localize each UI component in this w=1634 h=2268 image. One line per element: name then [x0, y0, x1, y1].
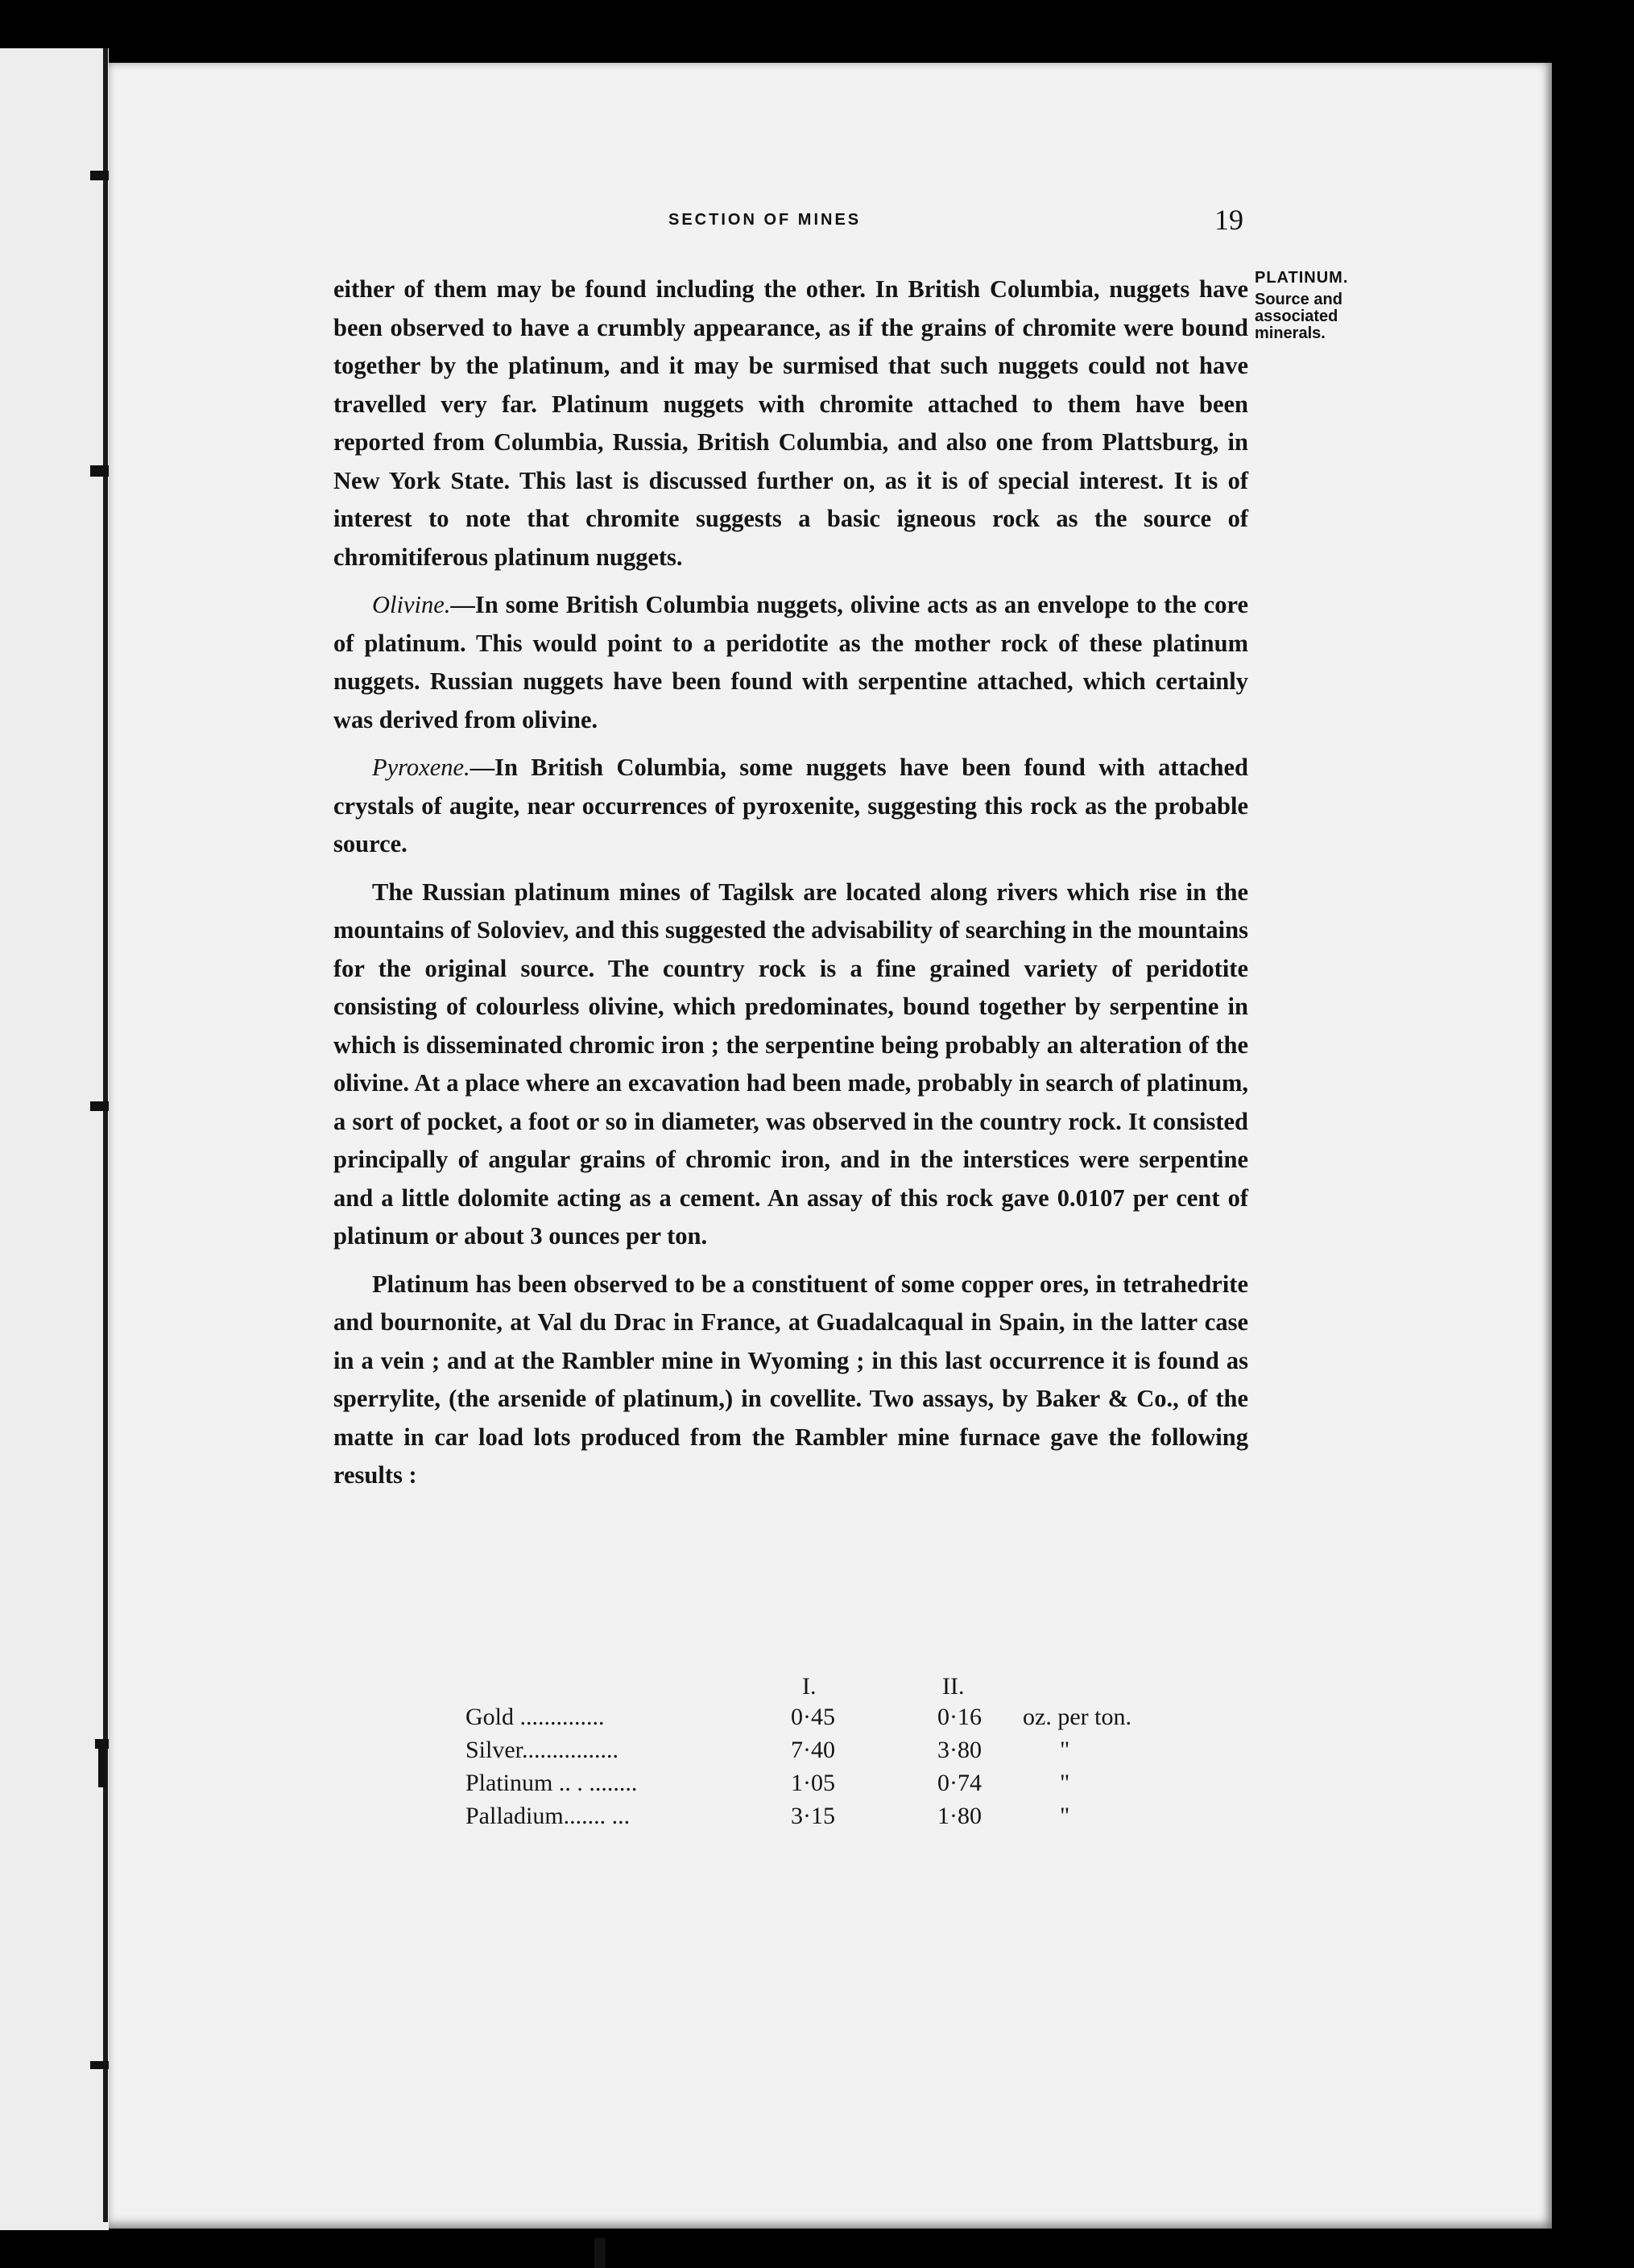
- assay-metal: Platinum .. . ........: [465, 1770, 638, 1796]
- assay-col-header: II.: [942, 1673, 965, 1700]
- assay-unit: oz. per ton.: [1023, 1704, 1131, 1730]
- paragraph-lead-olivine: Olivine.: [372, 591, 451, 618]
- assay-col-header: I.: [802, 1673, 817, 1700]
- assay-unit: ": [1060, 1770, 1070, 1796]
- assay-metal: Silver................: [465, 1737, 619, 1763]
- page-number: 19: [1214, 204, 1243, 236]
- assay-value-1: 0·45: [791, 1704, 835, 1730]
- paragraph-olivine-text: —In some British Columbia nuggets, olivine acts as an envelope to the core of platinum. This would point to a peridotite as the mother rock of these platinum nuggets. Russian nuggets have been found with serpentine attached, which certainly was derived from olivine.: [333, 591, 1248, 733]
- assay-value-1: 3·15: [791, 1803, 835, 1829]
- scan-binding-edge: [103, 48, 108, 2222]
- margin-note-line: minerals.: [1255, 324, 1326, 342]
- assay-value-2: 1·80: [937, 1803, 982, 1829]
- paragraph-chromite: either of them may be found including the other. In British Columbia, nuggets have been observed to have a crumbly appearance, as if the grains of chromite were bound together by the platinum, and it may be surmised that such nuggets could not have travelled very far. Platinum nuggets with chromite attached to them have been reported from Columbia, Russia, British Columbia, and also one from Plattsburg, in New York State. This last is discussed further on, as it is of special interest. It is of interest to note that chromite suggests a basic igneous rock as the source of chromitiferous platinum nuggets.: [333, 275, 1248, 571]
- margin-note-title: PLATINUM.: [1255, 269, 1349, 287]
- scan-left-margin: [0, 48, 109, 2230]
- assay-value-1: 1·05: [791, 1770, 835, 1796]
- margin-note-line: associated: [1255, 308, 1338, 325]
- paragraph-olivine: [333, 586, 1248, 739]
- paragraph-tagilsk: The Russian platinum mines of Tagilsk are located along rivers which rise in the mountains of Soloviev, and this suggested the advisability of searching in the mountains for the original source. The country rock is a fine grained variety of peridotite consisting of colourless olivine, which predominates, bound together by serpentine in which is disseminated chromic iron ; the serpentine being probably an alteration of the olivine. At a place where an excavation had been made, probably in search of platinum, a sort of pocket, a foot or so in diameter, was observed in the country rock. It consisted principally of angular grains of chromic iron, and in the interstices were serpentine and a little dolomite acting as a cement. An assay of this rock gave 0.0107 per cent of platinum or about 3 ounces per ton.: [333, 878, 1248, 1250]
- assay-value-2: 3·80: [937, 1737, 982, 1763]
- assay-metal: Palladium....... ...: [465, 1803, 631, 1829]
- paragraph-copper-ores: Platinum has been observed to be a constituent of some copper ores, in tetrahedrite and bournonite, at Val du Drac in France, at Guadalcaqual in Spain, in the latter case in a vein ; and at the Rambler mine in Wyoming ; in this last occurrence it is found as sperrylite, (the arsenide of platinum,) in covellite. Two assays, by Baker & Co., of the matte in car load lots produced from the Rambler mine furnace gave the following results :: [333, 1270, 1248, 1489]
- paragraph-lead-pyroxene: Pyroxene.: [372, 754, 470, 781]
- scan-artifact-mark: [98, 1739, 106, 1787]
- assay-value-1: 7·40: [791, 1737, 835, 1763]
- assay-metal: Gold ..............: [465, 1704, 605, 1730]
- assay-value-2: 0·16: [937, 1704, 982, 1730]
- assay-unit: ": [1060, 1803, 1070, 1829]
- running-header: SECTION OF MINES: [668, 211, 862, 229]
- margin-note: [1255, 270, 1400, 342]
- paragraph-pyroxene-text: —In British Columbia, some nuggets have been found with attached crystals of augite, near occurrences of pyroxenite, suggesting this rock as the probable source.: [333, 754, 1248, 857]
- paragraph-pyroxene: [333, 749, 1248, 864]
- margin-note-line: Source and: [1255, 291, 1342, 308]
- scan-artifact-mark: [594, 2238, 606, 2268]
- assay-unit: ": [1060, 1737, 1070, 1763]
- assay-value-2: 0·74: [937, 1770, 982, 1796]
- body-text: [333, 271, 1248, 1505]
